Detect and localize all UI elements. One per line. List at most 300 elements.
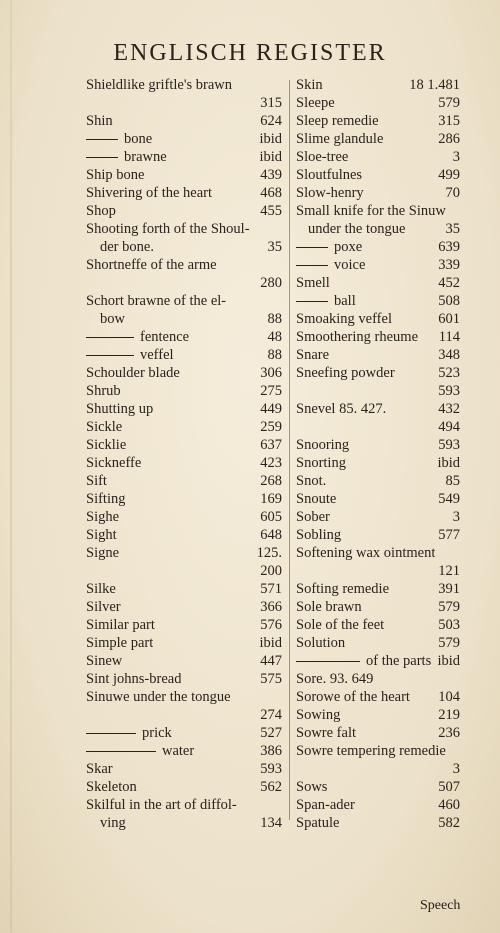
index-entry — [86, 544, 282, 562]
entry-term — [86, 490, 125, 508]
entry-term — [86, 760, 113, 778]
entry-page-number: 48 — [267, 329, 282, 345]
entry-term-text: Skar — [86, 761, 113, 777]
entry-term-text: Skin — [296, 77, 323, 93]
entry-page-number: 280 — [260, 275, 282, 291]
entry-term-text: Ship bone — [86, 167, 145, 183]
entry-term — [86, 778, 137, 796]
entry-page-number: 468 — [260, 185, 282, 201]
entry-page-number: 562 — [260, 779, 282, 795]
index-entry — [296, 526, 460, 544]
entry-term — [296, 274, 330, 292]
entry-page-number: 339 — [438, 257, 460, 273]
repeat-dash — [86, 751, 156, 752]
entry-term — [86, 130, 152, 148]
entry-term — [86, 166, 144, 184]
entry-page-number: 85 — [445, 473, 460, 489]
entry-term-text: Skeleton — [86, 779, 137, 795]
entry-term-text: Sobling — [296, 527, 342, 543]
entry-term-text: Span-ader — [296, 797, 355, 813]
index-entry — [86, 796, 282, 814]
entry-page-number: 577 — [438, 527, 460, 543]
index-entry — [296, 508, 460, 526]
index-entry — [296, 94, 460, 112]
entry-term — [296, 400, 386, 418]
entry-term — [296, 454, 346, 472]
entry-page-number: 575 — [260, 671, 282, 687]
entry-page-number: 639 — [438, 239, 460, 255]
entry-term-text: Sift — [86, 473, 107, 489]
entry-page-number: 35 — [267, 239, 282, 255]
index-entry — [86, 94, 282, 112]
repeat-dash — [296, 265, 328, 266]
entry-page-number: ibid — [259, 131, 282, 147]
entry-term-text: Sloutfulnes — [296, 167, 363, 183]
index-entry — [86, 742, 282, 760]
entry-term — [86, 508, 119, 526]
index-entry — [296, 112, 460, 130]
entry-term — [296, 166, 362, 184]
entry-term — [86, 76, 232, 94]
entry-term-text: water — [162, 743, 195, 759]
entry-term — [296, 778, 327, 796]
entry-term-text: prick — [142, 725, 172, 741]
entry-page-number: 549 — [438, 491, 460, 507]
entry-term-text: Shutting up — [86, 401, 154, 417]
index-entry — [296, 760, 460, 778]
entry-term — [86, 436, 126, 454]
index-entry — [86, 220, 282, 238]
entry-term — [296, 598, 362, 616]
entry-term — [86, 382, 121, 400]
entry-page-number: 391 — [438, 581, 460, 597]
index-entry — [296, 706, 460, 724]
entry-page-number: 275 — [260, 383, 282, 399]
index-entry — [296, 382, 460, 400]
entry-page-number: ibid — [259, 149, 282, 165]
entry-term-text: Sowing — [296, 707, 341, 723]
entry-term-text: Smoaking veffel — [296, 311, 392, 327]
entry-term-text: Sleep remedie — [296, 113, 379, 129]
entry-page-number: 579 — [438, 635, 460, 651]
index-entry — [296, 796, 460, 814]
entry-term-text: Sober — [296, 509, 330, 525]
entry-page-number: 3 — [452, 509, 460, 525]
index-entry — [86, 130, 282, 148]
index-entry — [296, 436, 460, 454]
entry-term — [296, 112, 379, 130]
entry-page-number: 508 — [438, 293, 460, 309]
entry-term — [86, 418, 122, 436]
entry-page-number: 571 — [260, 581, 282, 597]
entry-page-number: 70 — [445, 185, 460, 201]
index-entry — [86, 112, 282, 130]
entry-term-text: Shortneffe of the arme — [86, 257, 217, 273]
entry-term — [296, 616, 384, 634]
index-entry — [296, 724, 460, 742]
index-entry — [296, 688, 460, 706]
index-entry — [296, 346, 460, 364]
index-entry — [86, 256, 282, 274]
entry-page-number: 306 — [260, 365, 282, 381]
entry-page-number: 593 — [260, 761, 282, 777]
right-index-column — [296, 76, 460, 832]
index-entry — [296, 148, 460, 166]
entry-page-number: 121 — [438, 563, 460, 579]
index-entry — [86, 418, 282, 436]
entry-page-number: 582 — [438, 815, 460, 831]
entry-term — [86, 292, 226, 310]
repeat-dash — [296, 247, 328, 248]
entry-page-number: 624 — [260, 113, 282, 129]
entry-term-text: Snot. — [296, 473, 327, 489]
index-entry — [296, 634, 460, 652]
entry-term-text: Sowre falt — [296, 725, 356, 741]
entry-term-text: Sneefing powder — [296, 365, 395, 381]
entry-term-text: Signe — [86, 545, 120, 561]
entry-term-text: Sicklie — [86, 437, 127, 453]
entry-term-text: of the parts — [366, 653, 432, 669]
entry-term-text: Sinuwe under the tongue — [86, 689, 231, 705]
entry-term — [296, 76, 323, 94]
entry-page-number: 348 — [438, 347, 460, 363]
entry-term — [86, 616, 155, 634]
entry-term — [296, 688, 410, 706]
entry-page-number: 452 — [438, 275, 460, 291]
repeat-dash — [86, 157, 118, 158]
index-entry — [296, 616, 460, 634]
entry-term — [86, 310, 125, 328]
entry-term-text: Shooting forth of the Shoul- — [86, 221, 250, 237]
entry-page-number: 315 — [438, 113, 460, 129]
entry-page-number: 169 — [260, 491, 282, 507]
entry-term-text: Snorting — [296, 455, 346, 471]
index-entry — [86, 184, 282, 202]
entry-term-text: Sleepe — [296, 95, 335, 111]
index-entry — [86, 706, 282, 724]
entry-page-number: 579 — [438, 95, 460, 111]
entry-term — [296, 148, 348, 166]
entry-term — [86, 256, 217, 274]
entry-page-number: 579 — [438, 599, 460, 615]
entry-term-text: Snooring — [296, 437, 350, 453]
index-entry — [86, 778, 282, 796]
entry-term-text: Silke — [86, 581, 116, 597]
entry-page-number: 200 — [260, 563, 282, 579]
index-entry — [86, 490, 282, 508]
index-entry — [86, 400, 282, 418]
index-entry — [86, 472, 282, 490]
entry-page-number: 423 — [260, 455, 282, 471]
entry-term-text: Solution — [296, 635, 346, 651]
entry-term — [86, 526, 117, 544]
entry-term — [296, 94, 335, 112]
entry-term-text: Sorowe of the heart — [296, 689, 410, 705]
entry-term-text: ving — [100, 815, 126, 831]
entry-term — [86, 670, 181, 688]
index-entry — [296, 778, 460, 796]
entry-term — [86, 220, 250, 238]
index-entry — [86, 292, 282, 310]
entry-term — [296, 346, 329, 364]
entry-term — [296, 436, 349, 454]
index-entry — [296, 202, 460, 220]
entry-term — [86, 346, 174, 364]
entry-term-text: Sole of the feet — [296, 617, 385, 633]
entry-term-text: fentence — [140, 329, 190, 345]
entry-term-text: ball — [334, 293, 356, 309]
entry-term — [86, 328, 189, 346]
entry-page-number: 637 — [260, 437, 282, 453]
repeat-dash — [86, 355, 134, 356]
index-entry — [86, 508, 282, 526]
index-entry — [296, 742, 460, 760]
entry-term — [296, 256, 365, 274]
entry-page-number: 601 — [438, 311, 460, 327]
entry-term — [296, 634, 345, 652]
index-entry — [296, 220, 460, 238]
index-entry — [296, 652, 460, 670]
entry-page-number: 3 — [452, 761, 460, 777]
entry-term-text: brawne — [124, 149, 167, 165]
entry-page-number: ibid — [437, 653, 460, 669]
entry-page-number: 286 — [438, 131, 460, 147]
entry-term-text: Snoute — [296, 491, 337, 507]
entry-term — [296, 130, 383, 148]
repeat-dash — [296, 661, 360, 662]
entry-page-number: 125. — [256, 545, 282, 561]
entry-term — [86, 724, 172, 742]
entry-term-text: Sickle — [86, 419, 123, 435]
entry-term-text: Simple part — [86, 635, 154, 651]
entry-page-number: 447 — [260, 653, 282, 669]
entry-page-number: 134 — [260, 815, 282, 831]
entry-term-text: Slow-henry — [296, 185, 364, 201]
entry-term — [296, 724, 356, 742]
entry-term — [296, 706, 340, 724]
index-entry — [86, 166, 282, 184]
entry-term — [86, 202, 116, 220]
index-entry — [86, 148, 282, 166]
index-entry — [296, 328, 460, 346]
entry-page-number: 366 — [260, 599, 282, 615]
entry-term — [86, 148, 167, 166]
entry-page-number: 18 1.481 — [409, 77, 460, 93]
entry-page-number: 219 — [438, 707, 460, 723]
index-entry — [296, 76, 460, 94]
entry-term-text: poxe — [334, 239, 363, 255]
entry-page-number: 88 — [267, 347, 282, 363]
index-entry — [86, 814, 282, 832]
entry-term-text: Spatule — [296, 815, 340, 831]
index-entry — [296, 670, 460, 688]
index-entry — [86, 616, 282, 634]
entry-page-number: 3 — [452, 149, 460, 165]
repeat-dash — [86, 337, 134, 338]
repeat-dash — [296, 301, 328, 302]
entry-term — [296, 796, 355, 814]
entry-term-text: Silver — [86, 599, 121, 615]
entry-term-text: under the tongue — [308, 221, 406, 237]
entry-term — [296, 310, 392, 328]
index-entry — [86, 670, 282, 688]
entry-page-number: 593 — [438, 437, 460, 453]
entry-term-text: Sows — [296, 779, 328, 795]
entry-page-number: 455 — [260, 203, 282, 219]
entry-term — [296, 292, 356, 310]
entry-term — [86, 814, 126, 832]
index-entry — [296, 418, 460, 436]
entry-page-number: 114 — [438, 329, 460, 345]
entry-term — [296, 364, 395, 382]
entry-page-number: 449 — [260, 401, 282, 417]
index-entry — [86, 238, 282, 256]
entry-term — [86, 112, 113, 130]
entry-term-text: Snare — [296, 347, 330, 363]
entry-term-text: Sint johns-bread — [86, 671, 182, 687]
entry-page-number: 35 — [445, 221, 460, 237]
index-entry — [296, 562, 460, 580]
entry-term-text: Shivering of the heart — [86, 185, 213, 201]
entry-term-text: der bone. — [100, 239, 154, 255]
entry-page-number: 88 — [267, 311, 282, 327]
index-entry — [86, 562, 282, 580]
catchword: Speech — [420, 898, 461, 913]
entry-term — [296, 670, 373, 688]
entry-page-number: ibid — [259, 635, 282, 651]
entry-term — [86, 400, 153, 418]
entry-term — [86, 652, 122, 670]
repeat-dash — [86, 139, 118, 140]
entry-term-text: Sight — [86, 527, 117, 543]
entry-page-number: 259 — [260, 419, 282, 435]
entry-term-text: Sole brawn — [296, 599, 362, 615]
index-entry — [296, 454, 460, 472]
entry-page-number: 494 — [438, 419, 460, 435]
entry-term-text: Sowre tempering remedie — [296, 743, 446, 759]
entry-term-text: bone — [124, 131, 153, 147]
entry-term-text: Sinew — [86, 653, 123, 669]
left-index-column — [86, 76, 282, 832]
entry-term — [86, 580, 116, 598]
index-entry — [296, 814, 460, 832]
entry-term — [86, 364, 180, 382]
entry-page-number: 605 — [260, 509, 282, 525]
entry-term-text: Softing remedie — [296, 581, 390, 597]
index-entry — [86, 760, 282, 778]
index-entry — [296, 490, 460, 508]
index-entry — [86, 76, 282, 94]
index-entry — [86, 724, 282, 742]
index-entry — [296, 472, 460, 490]
index-entry — [296, 184, 460, 202]
entry-term-text: Sloe-tree — [296, 149, 349, 165]
entry-page-number: 386 — [260, 743, 282, 759]
entry-page-number: 236 — [438, 725, 460, 741]
index-entry — [296, 580, 460, 598]
index-entry — [296, 130, 460, 148]
index-entry — [86, 310, 282, 328]
index-entry — [86, 202, 282, 220]
index-entry — [296, 598, 460, 616]
entry-page-number: 527 — [260, 725, 282, 741]
entry-page-number: 274 — [260, 707, 282, 723]
index-entry — [86, 274, 282, 292]
entry-term — [296, 526, 341, 544]
index-entry — [296, 256, 460, 274]
entry-term — [86, 544, 119, 562]
index-entry — [296, 310, 460, 328]
entry-page-number: 460 — [438, 797, 460, 813]
index-entry — [86, 328, 282, 346]
entry-term-text: Similar part — [86, 617, 155, 633]
index-entry — [86, 526, 282, 544]
entry-term-text: Sickneffe — [86, 455, 142, 471]
entry-term — [296, 580, 389, 598]
entry-term — [86, 688, 231, 706]
entry-term — [86, 796, 237, 814]
entry-term-text: Small knife for the Sinuw — [296, 203, 446, 219]
entry-term — [296, 472, 326, 490]
entry-term — [296, 544, 435, 562]
entry-term — [86, 238, 154, 256]
index-entry — [296, 292, 460, 310]
index-entry — [86, 652, 282, 670]
entry-page-number: 104 — [438, 689, 460, 705]
page-edge — [10, 0, 12, 933]
entry-page-number: 439 — [260, 167, 282, 183]
entry-term-text: Skilful in the art of diffol- — [86, 797, 237, 813]
index-entry — [86, 454, 282, 472]
entry-page-number: 432 — [438, 401, 460, 417]
entry-term-text: Shop — [86, 203, 116, 219]
index-entry — [296, 544, 460, 562]
entry-term-text: voice — [334, 257, 366, 273]
entry-page-number: ibid — [437, 455, 460, 471]
entry-term — [86, 598, 121, 616]
entry-term — [296, 814, 340, 832]
entry-term-text: Smoothering rheume — [296, 329, 419, 345]
index-entry — [296, 166, 460, 184]
entry-term — [86, 634, 153, 652]
entry-term — [86, 472, 107, 490]
index-entry — [296, 400, 460, 418]
index-entry — [86, 598, 282, 616]
index-entry — [86, 382, 282, 400]
entry-term — [296, 220, 405, 238]
index-entry — [86, 346, 282, 364]
entry-page-number: 593 — [438, 383, 460, 399]
index-entry — [296, 274, 460, 292]
entry-term-text: Snevel 85. 427. — [296, 401, 387, 417]
index-entry — [296, 238, 460, 256]
entry-page-number: 648 — [260, 527, 282, 543]
entry-term — [296, 490, 336, 508]
repeat-dash — [86, 733, 136, 734]
entry-page-number: 315 — [260, 95, 282, 111]
index-entry — [86, 688, 282, 706]
entry-term-text: Sighe — [86, 509, 120, 525]
entry-term — [296, 202, 446, 220]
column-divider — [289, 80, 290, 820]
entry-term-text: Sore. 93. 649 — [296, 671, 374, 687]
entry-term — [86, 184, 212, 202]
entry-term — [86, 742, 194, 760]
entry-term-text: Smell — [296, 275, 330, 291]
entry-term — [296, 184, 364, 202]
index-entry — [86, 580, 282, 598]
entry-term — [296, 508, 330, 526]
